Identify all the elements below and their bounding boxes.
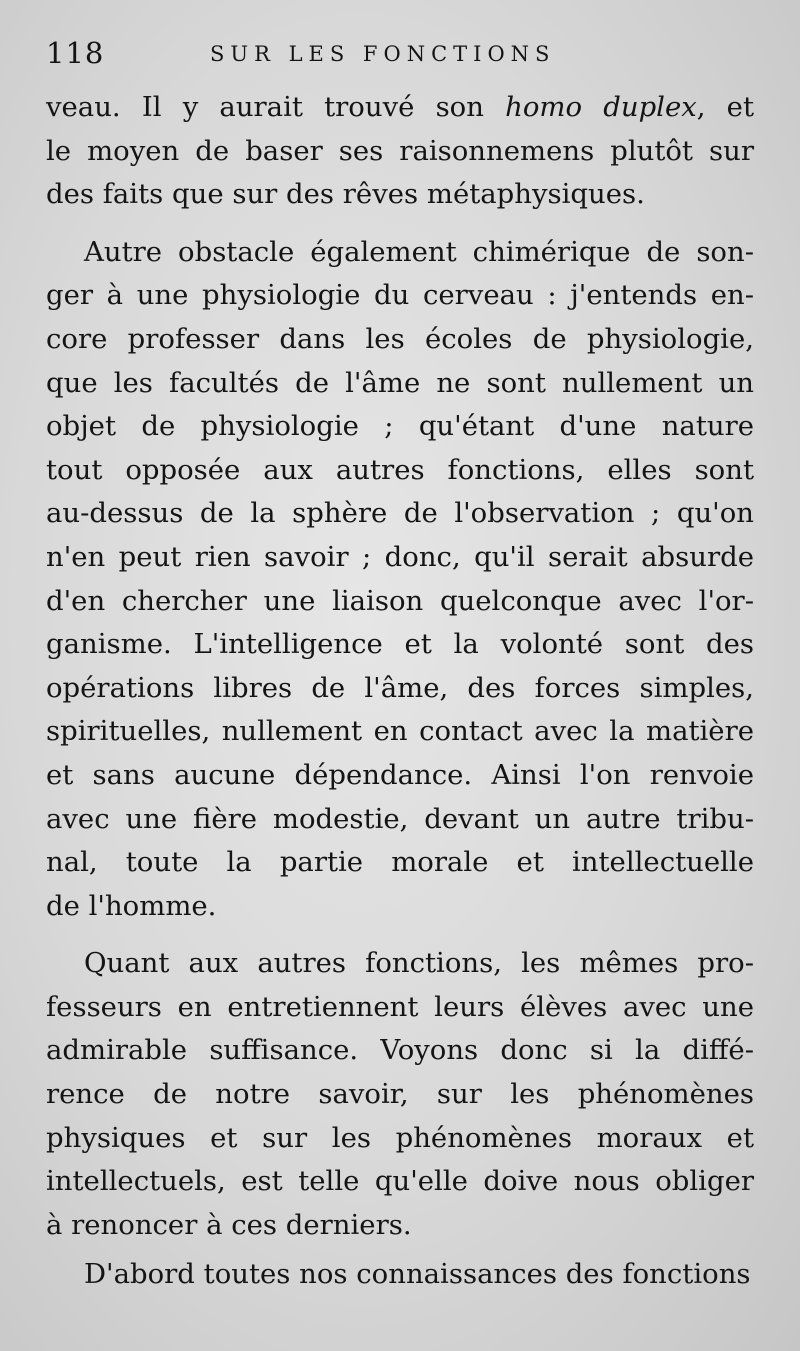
italic-phrase: homo duplex	[505, 91, 697, 123]
text-line: spirituelles, nullement en contact avec la matière	[46, 715, 754, 748]
page-header	[46, 36, 756, 76]
text-line: opérations libres de l'âme, des forces simples,	[46, 671, 754, 704]
text-line: Quant aux autres fonctions, les mêmes pro-	[84, 947, 754, 980]
text-line: d'en chercher une liaison quelconque avec l'or-	[46, 584, 754, 617]
text-line: des faits que sur des rêves métaphysiques.	[46, 178, 645, 211]
text-line: avec une fière modestie, devant un autre tribu-	[46, 802, 754, 835]
text-line: ganisme. L'intelligence et la volonté sont des	[46, 628, 754, 661]
text-line: le moyen de baser ses raisonnemens plutôt sur	[46, 134, 754, 167]
text-line: et sans aucune dépendance. Ainsi l'on renvoie	[46, 758, 754, 791]
text-line: n'en peut rien savoir ; donc, qu'il serait absurde	[46, 540, 754, 573]
body-text	[46, 86, 754, 1297]
text-line: veau. Il y aurait trouvé son homo duplex, et	[46, 91, 755, 123]
text-line: objet de physiologie ; qu'étant d'une nature	[46, 410, 754, 443]
page-number: 118	[46, 36, 105, 70]
text-line: que les facultés de l'âme ne sont nullement un	[46, 366, 754, 399]
text-line: D'abord toutes nos connaissances des fonctions	[84, 1258, 751, 1291]
text-line: de l'homme.	[46, 889, 217, 922]
text-line: Autre obstacle également chimérique de son-	[84, 235, 754, 268]
text-line: au-dessus de la sphère de l'observation ; qu'on	[46, 497, 754, 530]
text-line: nal, toute la partie morale et intellectuelle	[46, 846, 754, 879]
text-line: admirable suffisance. Voyons donc si la diffé-	[46, 1034, 754, 1067]
text-line: fesseurs en entretiennent leurs élèves avec une	[46, 990, 754, 1023]
running-head: SUR LES FONCTIONS	[210, 42, 556, 66]
text-line: tout opposée aux autres fonctions, elles sont	[46, 453, 754, 486]
text-line: rence de notre savoir, sur les phénomènes	[46, 1078, 754, 1111]
text-line: core professer dans les écoles de physiologie,	[46, 322, 754, 355]
text-line: intellectuels, est telle qu'elle doive nous obliger	[46, 1165, 754, 1198]
text-line: physiques et sur les phénomènes moraux et	[46, 1121, 754, 1154]
text-line: ger à une physiologie du cerveau : j'entends en-	[46, 279, 754, 312]
text-line: à renoncer à ces derniers.	[46, 1208, 412, 1241]
